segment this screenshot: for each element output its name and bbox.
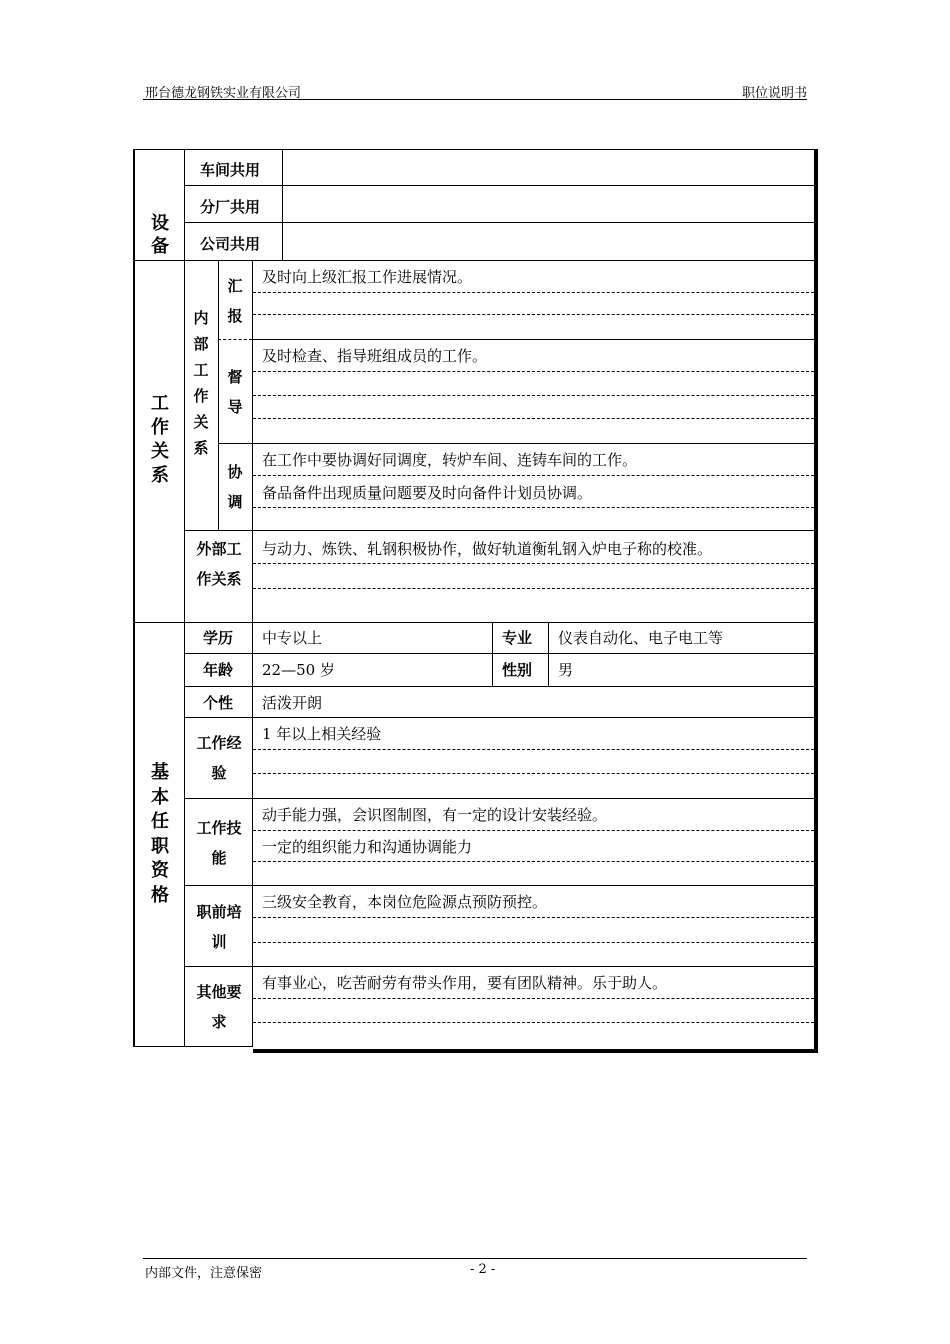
skills-label: 工作技能 <box>196 819 242 867</box>
footer-rule <box>143 1258 807 1259</box>
major-label: 专业 <box>502 629 533 647</box>
supervise-label: 督导 <box>227 368 243 416</box>
header-company: 邢台德龙钢铁实业有限公司 <box>145 86 302 101</box>
personality-value: 活泼开朗 <box>262 694 323 712</box>
report-label: 汇报 <box>227 277 243 325</box>
personality-label: 个性 <box>203 694 234 712</box>
other-requirements-label: 其他要求 <box>196 983 242 1031</box>
experience-value: 1 年以上相关经验 <box>262 725 382 743</box>
table-bottom-shadow <box>253 1049 818 1053</box>
section-line <box>133 622 814 623</box>
row-line <box>184 798 814 799</box>
education-label: 学历 <box>203 629 234 647</box>
gender-value: 男 <box>558 661 574 679</box>
row-line <box>218 443 814 444</box>
major-value: 仪表自动化、电子电工等 <box>558 629 724 647</box>
row-line <box>253 339 814 340</box>
age-label: 年龄 <box>203 661 234 679</box>
row-line <box>184 653 814 654</box>
dashed-line <box>253 475 814 476</box>
equipment-section-label: 设备 <box>151 213 169 257</box>
col-divider-major-label <box>492 622 493 686</box>
age-value: 22—50 岁 <box>262 661 335 679</box>
coordinate-text-2: 备品备件出现质量问题要及时向备件计划员协调。 <box>262 484 593 502</box>
table-left-border <box>133 149 135 1047</box>
education-value: 中专以上 <box>262 629 323 647</box>
col-divider-major-value <box>548 622 549 686</box>
table-bottom-left <box>133 1046 253 1047</box>
dashed-line <box>253 917 814 918</box>
dashed-line <box>253 314 814 315</box>
row-line <box>184 717 814 718</box>
dashed-line <box>253 773 814 774</box>
header-rule <box>143 99 807 100</box>
equipment-row-branch: 分厂共用 <box>200 198 261 216</box>
report-text: 及时向上级汇报工作进展情况。 <box>262 268 473 286</box>
relations-section-label: 工作关系 <box>151 393 169 486</box>
col-divider-content <box>252 261 253 1047</box>
gender-label: 性别 <box>502 661 533 679</box>
dashed-line <box>253 563 814 564</box>
skills-text-2: 一定的组织能力和沟通协调能力 <box>262 838 473 856</box>
row-line <box>184 222 814 223</box>
external-relations-text: 与动力、炼铁、轧钢积极协作，做好轨道衡轧钢入炉电子称的校准。 <box>262 540 713 558</box>
dashed-line <box>253 830 814 831</box>
dashed-line <box>253 942 814 943</box>
dashed-line <box>253 507 814 508</box>
other-requirements-value: 有事业心，吃苦耐劳有带头作用，要有团队精神。乐于助人。 <box>262 974 668 992</box>
dashed-line <box>253 395 814 396</box>
dashed-line <box>218 339 252 340</box>
training-label: 职前培训 <box>196 903 242 951</box>
equipment-row-company: 公司共用 <box>200 235 261 253</box>
qualifications-section-label: 基本任职资格 <box>151 762 169 906</box>
table-top-border <box>133 149 816 150</box>
section-line <box>133 260 814 261</box>
footer-page-number: - 2 - <box>470 1262 496 1277</box>
dashed-line <box>253 418 814 419</box>
dashed-line <box>253 861 814 862</box>
row-line <box>184 966 814 967</box>
dashed-line <box>253 588 814 589</box>
training-value: 三级安全教育，本岗位危险源点预防预控。 <box>262 893 548 911</box>
col-divider-1 <box>184 149 185 1047</box>
dashed-line <box>253 998 814 999</box>
experience-label: 工作经验 <box>196 734 242 782</box>
coordinate-text-1: 在工作中要协调好同调度，转炉车间、连铸车间的工作。 <box>262 451 638 469</box>
dashed-line <box>253 292 814 293</box>
internal-relations-label: 内部工作关系 <box>193 309 209 457</box>
row-line <box>184 885 814 886</box>
skills-text-1: 动手能力强，会识图制图，有一定的设计安装经验。 <box>262 806 608 824</box>
coordinate-label: 协调 <box>227 463 243 511</box>
table-right-border <box>814 149 818 1053</box>
dashed-line <box>253 1022 814 1023</box>
row-line <box>184 530 814 531</box>
external-relations-label: 外部工作关系 <box>196 540 242 588</box>
footer-confidential: 内部文件，注意保密 <box>145 1266 263 1281</box>
col-divider-equip <box>282 149 283 260</box>
equipment-row-workshop: 车间共用 <box>200 161 261 179</box>
row-line <box>184 185 814 186</box>
dashed-line <box>253 371 814 372</box>
col-divider-internal <box>218 261 219 530</box>
supervise-text: 及时检查、指导班组成员的工作。 <box>262 347 488 365</box>
header-doc-title: 职位说明书 <box>741 86 807 101</box>
row-line <box>184 686 814 687</box>
dashed-line <box>253 749 814 750</box>
